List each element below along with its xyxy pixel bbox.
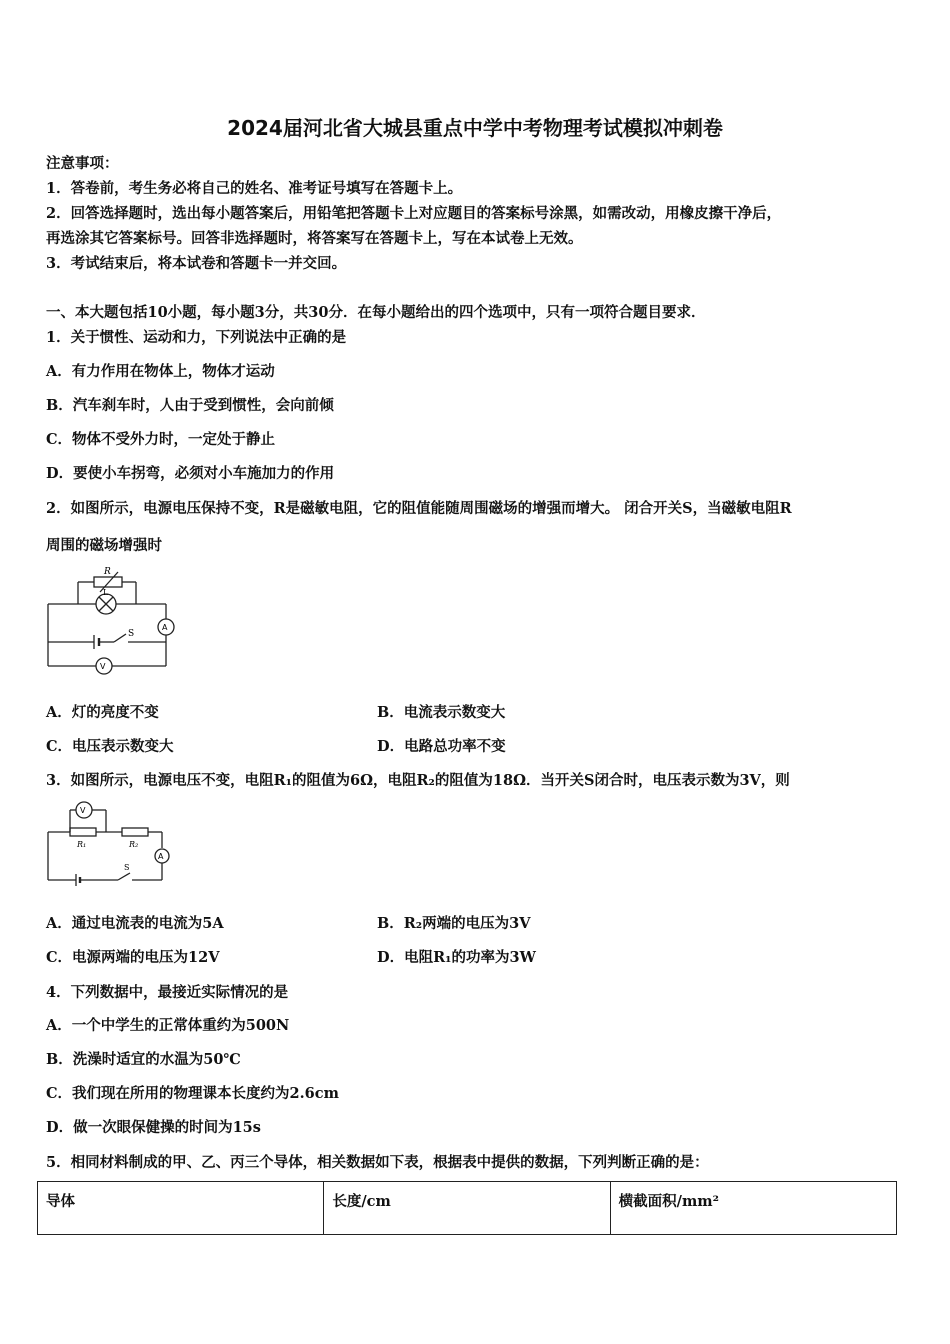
r2-label: R₂ — [129, 840, 139, 849]
q3-option-a: A．通过电流表的电流为5A — [46, 915, 224, 932]
q1-option-a: A．有力作用在物体上，物体才运动 — [46, 363, 275, 380]
q1-option-d: D．要使小车拐弯，必须对小车施加力的作用 — [46, 465, 335, 482]
q2-option-b: B．电流表示数变大 — [377, 704, 506, 721]
question-1-stem: 1．关于惯性、运动和力，下列说法中正确的是 — [46, 329, 347, 346]
q1-option-c: C．物体不受外力时，一定处于静止 — [46, 431, 276, 448]
question-2-stem: 2．如图所示，电源电压保持不变，R是磁敏电阻，它的阻值能随周围磁场的增强而增大。 闭合开关S，当磁敏电阻R — [46, 500, 792, 517]
question-3-stem: 3．如图所示，电源电压不变，电阻R₁的阻值为6Ω，电阻R₂的阻值为18Ω．当开关S闭合时，电压表示数为3V，则 — [46, 772, 790, 789]
notice-item: 1．答卷前，考生务必将自己的姓名、准考证号填写在答题卡上。 — [46, 180, 463, 197]
notice-item: 2．回答选择题时，选出每小题答案后，用铅笔把答题卡上对应题目的答案标号涂黑，如需改动，用橡皮擦干净后， — [46, 205, 782, 222]
q2-option-d: D．电路总功率不变 — [377, 738, 506, 755]
table-header-cell: 导体 — [38, 1182, 324, 1235]
question-2-stem-cont: 周围的磁场增强时 — [46, 537, 162, 554]
table-header-row — [38, 1182, 897, 1235]
q3-option-b: B．R₂两端的电压为3V — [377, 915, 531, 932]
question-4-stem: 4．下列数据中，最接近实际情况的是 — [46, 984, 289, 1001]
section-heading: 一、本大题包括10小题，每小题3分，共30分．在每小题给出的四个选项中，只有一项符合题目要求． — [46, 304, 706, 321]
q2-option-c: C．电压表示数变大 — [46, 738, 174, 755]
q3-option-d: D．电阻R₁的功率为3W — [377, 949, 536, 966]
ammeter-label: A — [162, 623, 168, 632]
circuit-diagram-q3 — [44, 800, 174, 888]
voltmeter-label: V — [100, 662, 106, 671]
circuit-diagram-q2 — [44, 564, 179, 676]
q1-option-b: B．汽车刹车时，人由于受到惯性，会向前倾 — [46, 397, 334, 414]
q3-option-c: C．电源两端的电压为12V — [46, 949, 220, 966]
switch-label: S — [128, 629, 135, 639]
notice-item: 再选涂其它答案标号。回答非选择题时，将答案写在答题卡上，写在本试卷上无效。 — [46, 230, 583, 247]
page-title: 2024届河北省大城县重点中学中考物理考试模拟冲刺卷 — [227, 116, 723, 140]
lamp-label: L — [103, 588, 109, 597]
notice-item: 3．考试结束后，将本试卷和答题卡一并交回。 — [46, 255, 347, 272]
q4-option-c: C．我们现在所用的物理课本长度约为2.6cm — [46, 1085, 339, 1102]
switch-label: S — [124, 863, 130, 872]
question-5-stem: 5．相同材料制成的甲、乙、丙三个导体，相关数据如下表，根据表中提供的数据，下列判断正确的是： — [46, 1154, 709, 1171]
notice-heading: 注意事项： — [46, 155, 119, 172]
ammeter-label: A — [158, 852, 164, 861]
resistor-label: R — [104, 567, 111, 577]
data-table — [37, 1181, 897, 1235]
table-header-cell: 长度/cm — [324, 1182, 610, 1235]
q4-option-d: D．做一次眼保健操的时间为15s — [46, 1119, 261, 1136]
table-header-cell: 横截面积/mm² — [610, 1182, 896, 1235]
r1-label: R₁ — [77, 840, 87, 849]
q2-option-a: A．灯的亮度不变 — [46, 704, 159, 721]
voltmeter-label: V — [80, 806, 86, 815]
q4-option-a: A．一个中学生的正常体重约为500N — [46, 1017, 290, 1034]
q4-option-b: B．洗澡时适宜的水温为50℃ — [46, 1051, 241, 1068]
